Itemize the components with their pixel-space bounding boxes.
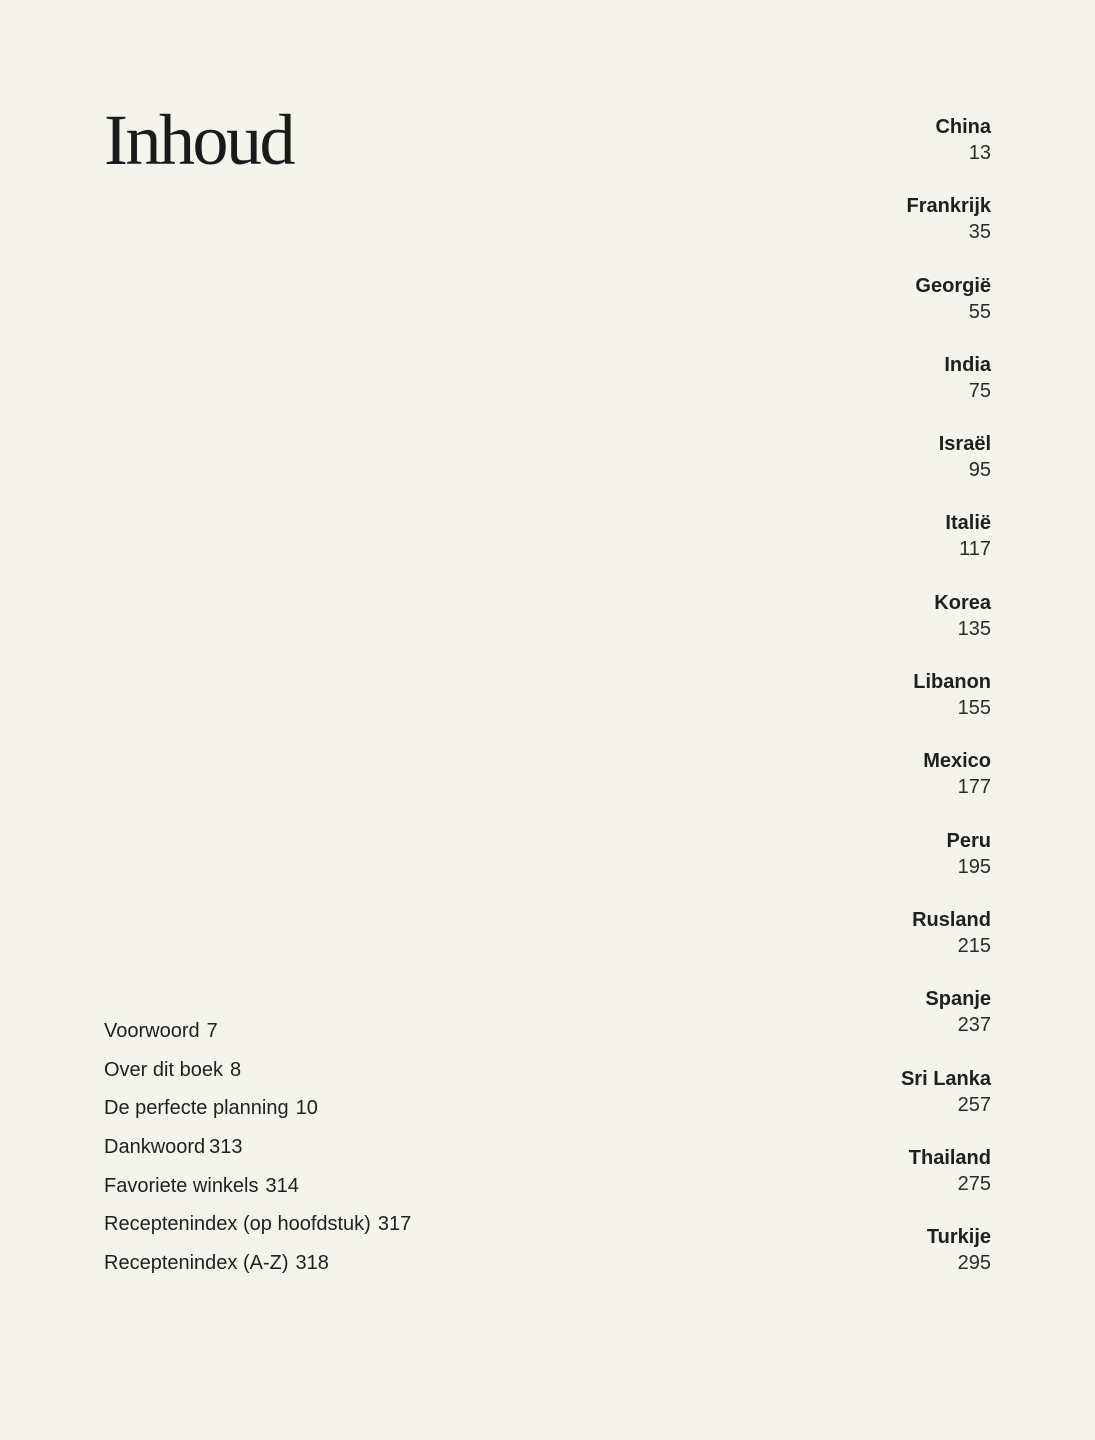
front-item-label: Over dit boek [104, 1058, 223, 1081]
chapter-item-sri-lanka[interactable] [731, 1066, 991, 1145]
chapter-page-number: 117 [959, 538, 991, 561]
chapter-page-number: 35 [968, 221, 991, 244]
chapter-page-number: 215 [957, 934, 991, 957]
front-item-favoriete-winkels[interactable] [104, 1173, 411, 1212]
chapter-name: Israël [938, 433, 991, 456]
chapter-item-korea[interactable] [731, 590, 991, 669]
chapter-item-israel[interactable] [731, 431, 991, 510]
chapter-page-number: 135 [957, 617, 991, 640]
front-item-receptenindex-hoofdstuk[interactable] [104, 1211, 411, 1250]
chapter-name: India [944, 353, 991, 376]
front-item-label: Receptenindex (A-Z) [104, 1252, 289, 1275]
chapter-page-number: 75 [968, 379, 991, 402]
chapter-page-number: 295 [957, 1252, 991, 1275]
chapter-item-china[interactable] [731, 114, 991, 193]
chapter-page-number: 257 [957, 1093, 991, 1116]
chapter-name: Frankrijk [906, 195, 991, 218]
chapter-page-number: 13 [968, 142, 991, 164]
front-item-page-number: 10 [295, 1097, 318, 1120]
chapter-name: Libanon [913, 671, 991, 694]
chapter-item-turkije[interactable] [731, 1224, 991, 1303]
chapter-list [731, 114, 991, 1303]
front-item-label: Receptenindex (op hoofdstuk) [104, 1213, 371, 1236]
front-item-label: Favoriete winkels [104, 1174, 259, 1197]
front-item-page-number: 314 [265, 1174, 299, 1197]
front-item-label: Dankwoord [104, 1136, 206, 1159]
chapter-name: Italië [945, 512, 991, 535]
chapter-page-number: 55 [968, 300, 991, 323]
front-item-over-dit-boek[interactable] [104, 1057, 411, 1096]
front-matter-list [104, 1018, 411, 1289]
chapter-item-india[interactable] [731, 352, 991, 431]
chapter-name: Georgië [915, 274, 991, 297]
chapter-page-number: 177 [957, 776, 991, 799]
front-item-voorwoord[interactable] [104, 1018, 411, 1057]
chapter-name: Rusland [912, 908, 991, 931]
front-item-dankwoord[interactable] [104, 1134, 411, 1173]
chapter-page-number: 155 [957, 697, 991, 720]
chapter-name: Peru [946, 829, 991, 852]
chapter-item-libanon[interactable] [731, 669, 991, 748]
chapter-item-frankrijk[interactable] [731, 193, 991, 272]
front-item-page-number: 313 [209, 1136, 243, 1159]
chapter-name: Mexico [923, 750, 991, 773]
page-title: Inhoud [104, 100, 293, 180]
front-item-label: Voorwoord [104, 1020, 200, 1042]
chapter-page-number: 275 [957, 1172, 991, 1195]
chapter-name: Turkije [926, 1226, 991, 1249]
chapter-item-rusland[interactable] [731, 907, 991, 986]
chapter-page-number: 195 [957, 855, 991, 878]
chapter-name: Spanje [925, 988, 991, 1011]
chapter-name: Thailand [908, 1146, 991, 1169]
chapter-name: Sri Lanka [900, 1067, 991, 1090]
chapter-name: China [935, 116, 991, 138]
front-item-page-number: 8 [229, 1058, 242, 1081]
chapter-item-spanje[interactable] [731, 986, 991, 1065]
front-item-page-number: 7 [206, 1020, 218, 1042]
front-item-page-number: 318 [295, 1252, 329, 1275]
chapter-page-number: 95 [968, 459, 991, 482]
chapter-name: Korea [934, 591, 991, 614]
front-item-label: De perfecte planning [104, 1097, 289, 1120]
front-item-de-perfecte-planning[interactable] [104, 1095, 411, 1134]
chapter-item-peru[interactable] [731, 828, 991, 907]
chapter-item-thailand[interactable] [731, 1145, 991, 1224]
chapter-page-number: 237 [957, 1014, 991, 1037]
chapter-item-italie[interactable] [731, 510, 991, 589]
chapter-item-mexico[interactable] [731, 748, 991, 827]
chapter-item-georgie[interactable] [731, 273, 991, 352]
front-item-page-number: 317 [377, 1213, 412, 1236]
front-item-receptenindex-a-z[interactable] [104, 1250, 411, 1289]
